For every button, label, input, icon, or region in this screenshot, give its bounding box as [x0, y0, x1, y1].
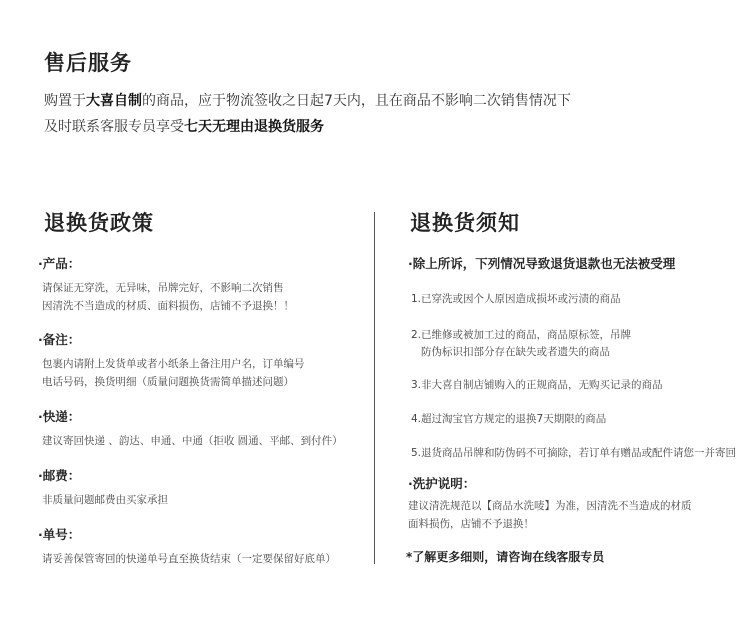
intro-line-2	[44, 114, 704, 140]
section-heading: ·备注：	[38, 332, 81, 347]
seven-day-return-highlight: 七天无理由退换货服务	[184, 119, 324, 135]
section-heading: ·洗护说明：	[408, 476, 476, 491]
section-line: 包裹内请附上发货单或者小纸条上备注用户名，订单编号	[42, 358, 305, 370]
list-item	[411, 445, 750, 462]
section-line: 电话号码，换货明细（质量问题换货需简单描述问题）	[42, 376, 294, 388]
policy-section-remark	[38, 331, 368, 391]
section-body	[38, 491, 368, 509]
intro-line-1	[44, 88, 704, 114]
column-divider	[374, 212, 375, 564]
list-item-line: 3.非大喜自制店铺购入的正规商品，无购买记录的商品	[411, 379, 663, 391]
brand-name: 大喜自制	[86, 93, 142, 109]
section-body	[38, 550, 368, 568]
section-heading: ·单号：	[38, 527, 81, 542]
policy-section-express	[38, 408, 368, 450]
intro-line1-pre: 购置于	[44, 93, 86, 109]
section-heading: ·产品：	[38, 256, 81, 271]
list-item	[411, 327, 631, 361]
section-line: 建议寄回快递 、韵达、申通、中通（拒收 圆通、平邮、到付件）	[42, 435, 343, 447]
list-item-line: 4.超过淘宝官方规定的退换7天期限的商品	[411, 413, 607, 425]
footer-note: *了解更多细则，请咨询在线客服专员	[406, 550, 605, 564]
return-policy-title: 退换货政策	[44, 211, 154, 235]
list-item-line: 防伪标识扣部分存在缺失或者遗失的商品	[421, 346, 610, 358]
list-item-line: 2.已维修或被加工过的商品，商品原标签，吊牌	[411, 329, 632, 341]
wash-care-section	[408, 475, 744, 533]
list-item-line: 1.已穿洗或因个人原因造成损坏或污渍的商品	[411, 293, 621, 305]
list-item	[411, 377, 663, 394]
section-line: 面料损伤，店铺不予退换！	[408, 518, 534, 530]
section-body	[38, 432, 368, 450]
section-heading: ·快递：	[38, 409, 81, 424]
section-line: 因清洗不当造成的材质、面料损伤，店铺不予退换！！	[42, 300, 294, 312]
policy-section-postage	[38, 467, 368, 509]
policy-section-tracking	[38, 526, 368, 568]
notice-lead-text: ·除上所诉，下列情况导致退货退款也无法被受理	[408, 256, 676, 271]
section-body	[408, 497, 744, 533]
list-item-line: 5.退货商品吊牌和防伪码不可摘除，若订单有赠品或配件请您一并寄回	[411, 447, 737, 459]
section-line: 请保证无穿洗，无异味，吊牌完好，不影响二次销售	[42, 282, 284, 294]
policy-section-product	[38, 255, 368, 315]
section-line: 请妥善保管寄回的快递单号直至换货结束（一定要保留好底单）	[42, 553, 336, 565]
section-line: 非质量问题邮费由买家承担	[42, 494, 168, 506]
list-item	[411, 291, 621, 308]
page-title: 售后服务	[44, 51, 132, 75]
return-notice-title: 退换货须知	[410, 211, 520, 235]
notice-lead	[408, 255, 744, 273]
intro-line2-pre: 及时联系客服专员享受	[44, 119, 184, 135]
section-heading: ·邮费：	[38, 468, 81, 483]
section-line: 建议清洗规范以【商品水洗唛】为准，因清洗不当造成的材质	[408, 500, 692, 512]
intro-text	[44, 88, 704, 140]
list-item	[411, 411, 606, 428]
section-body	[38, 279, 368, 315]
intro-line1-post: 的商品，应于物流签收之日起7天内，且在商品不影响二次销售情况下	[142, 93, 571, 109]
section-body	[38, 355, 368, 391]
